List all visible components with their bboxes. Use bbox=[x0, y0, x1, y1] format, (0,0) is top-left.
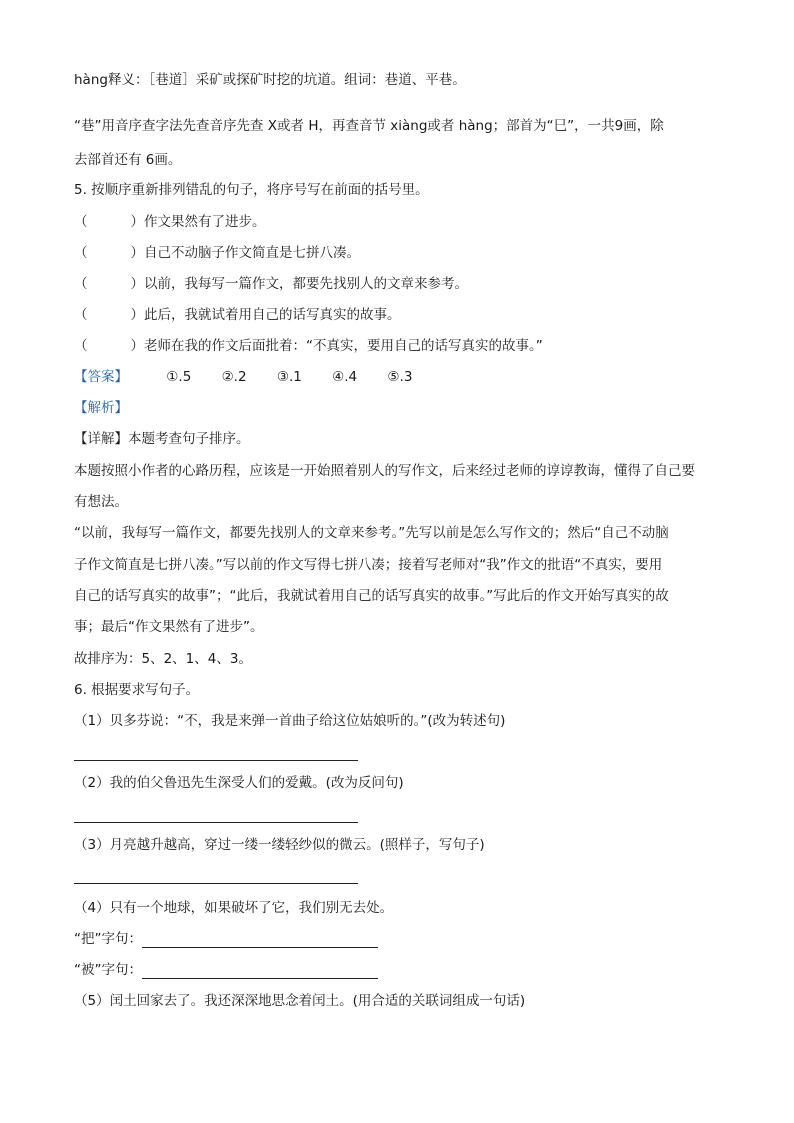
answer-line bbox=[74, 760, 358, 761]
answer-item: ①.5 bbox=[166, 369, 192, 385]
fill-row: “被”字句： bbox=[74, 961, 378, 979]
sub-question: （4）只有一个地球，如果破坏了它，我们别无去处。 bbox=[74, 900, 394, 916]
answer-row bbox=[74, 368, 438, 386]
answer-blank: （ ） bbox=[74, 245, 144, 261]
answer-item: ③.1 bbox=[276, 369, 302, 385]
text-line: 去部首还有 6画。 bbox=[74, 152, 182, 168]
text-line: “巷”用音序查字法先查音序先查 X或者 H，再查音节 xiàng或者 hàng；部首为“巳”，一共9画，除 bbox=[74, 118, 664, 134]
answer-label: 【答案】 bbox=[74, 369, 128, 385]
explanation-label: 【解析】 bbox=[74, 400, 128, 416]
sub-question: （1）贝多芬说：“不，我是来弹一首曲子给这位姑娘听的。”(改为转述句) bbox=[74, 713, 506, 729]
answer-line bbox=[74, 822, 358, 823]
fill-row: “把”字句： bbox=[74, 930, 378, 948]
option-row: （ ） 自己不动脑子作文简直是七拼八凑。 bbox=[74, 245, 360, 261]
answer-line bbox=[142, 964, 378, 979]
text-line: hàng释义：［巷道］采矿或探矿时挖的坑道。组词：巷道、平巷。 bbox=[74, 72, 466, 88]
answer-line bbox=[142, 933, 378, 948]
option-row: （ ） 此后，我就试着用自己的话写真实的故事。 bbox=[74, 307, 401, 323]
option-row: （ ） 老师在我的作文后面批着：“不真实，要用自己的话写真实的故事。” bbox=[74, 338, 543, 354]
answer-blank: （ ） bbox=[74, 307, 144, 323]
answer-blank: （ ） bbox=[74, 214, 144, 230]
text-line: 自己的话写真实的故事”；“此后，我就试着用自己的话写真实的故事。”写此后的作文开始写真实的故 bbox=[74, 588, 669, 604]
answer-item: ⑤.3 bbox=[387, 369, 413, 385]
text-line: 有想法。 bbox=[74, 494, 128, 510]
answer-blank: （ ） bbox=[74, 338, 144, 354]
sub-question: （2）我的伯父鲁迅先生深受人们的爱戴。(改为反问句) bbox=[74, 775, 404, 791]
text-line: 故排序为：5、2、1、4、3。 bbox=[74, 651, 252, 667]
question-6-title: 6. 根据要求写句子。 bbox=[74, 682, 200, 698]
sub-question: （3）月亮越升越高，穿过一缕一缕轻纱似的微云。(照样子，写句子) bbox=[74, 837, 485, 853]
text-line: “以前，我每写一篇作文，都要先找别人的文章来参考。”先写以前是怎么写作文的；然后“自己不动脑 bbox=[74, 525, 669, 541]
option-row: （ ） 作文果然有了进步。 bbox=[74, 214, 266, 230]
answer-item: ④.4 bbox=[332, 369, 358, 385]
question-5-title: 5. 按顺序重新排列错乱的句子，将序号写在前面的括号里。 bbox=[74, 182, 429, 198]
option-row: （ ） 以前，我每写一篇作文，都要先找别人的文章来参考。 bbox=[74, 276, 468, 292]
answer-line bbox=[74, 883, 358, 884]
text-line: 事；最后“作文果然有了进步”。 bbox=[74, 619, 264, 635]
text-line: 子作文简直是七拼八凑。”写以前的作文写得七拼八凑；接着写老师对“我”作文的批语“不真实，要用 bbox=[74, 557, 663, 573]
answer-blank: （ ） bbox=[74, 276, 144, 292]
text-line: 【详解】本题考查句子排序。 bbox=[74, 431, 250, 447]
answer-item: ②.2 bbox=[221, 369, 247, 385]
sub-question: （5）闰土回家去了。我还深深地思念着闰土。(用合适的关联词组成一句话) bbox=[74, 993, 526, 1009]
text-line: 本题按照小作者的心路历程，应该是一开始照着别人的写作文，后来经过老师的谆谆教诲，懂得了自己要 bbox=[74, 463, 695, 479]
